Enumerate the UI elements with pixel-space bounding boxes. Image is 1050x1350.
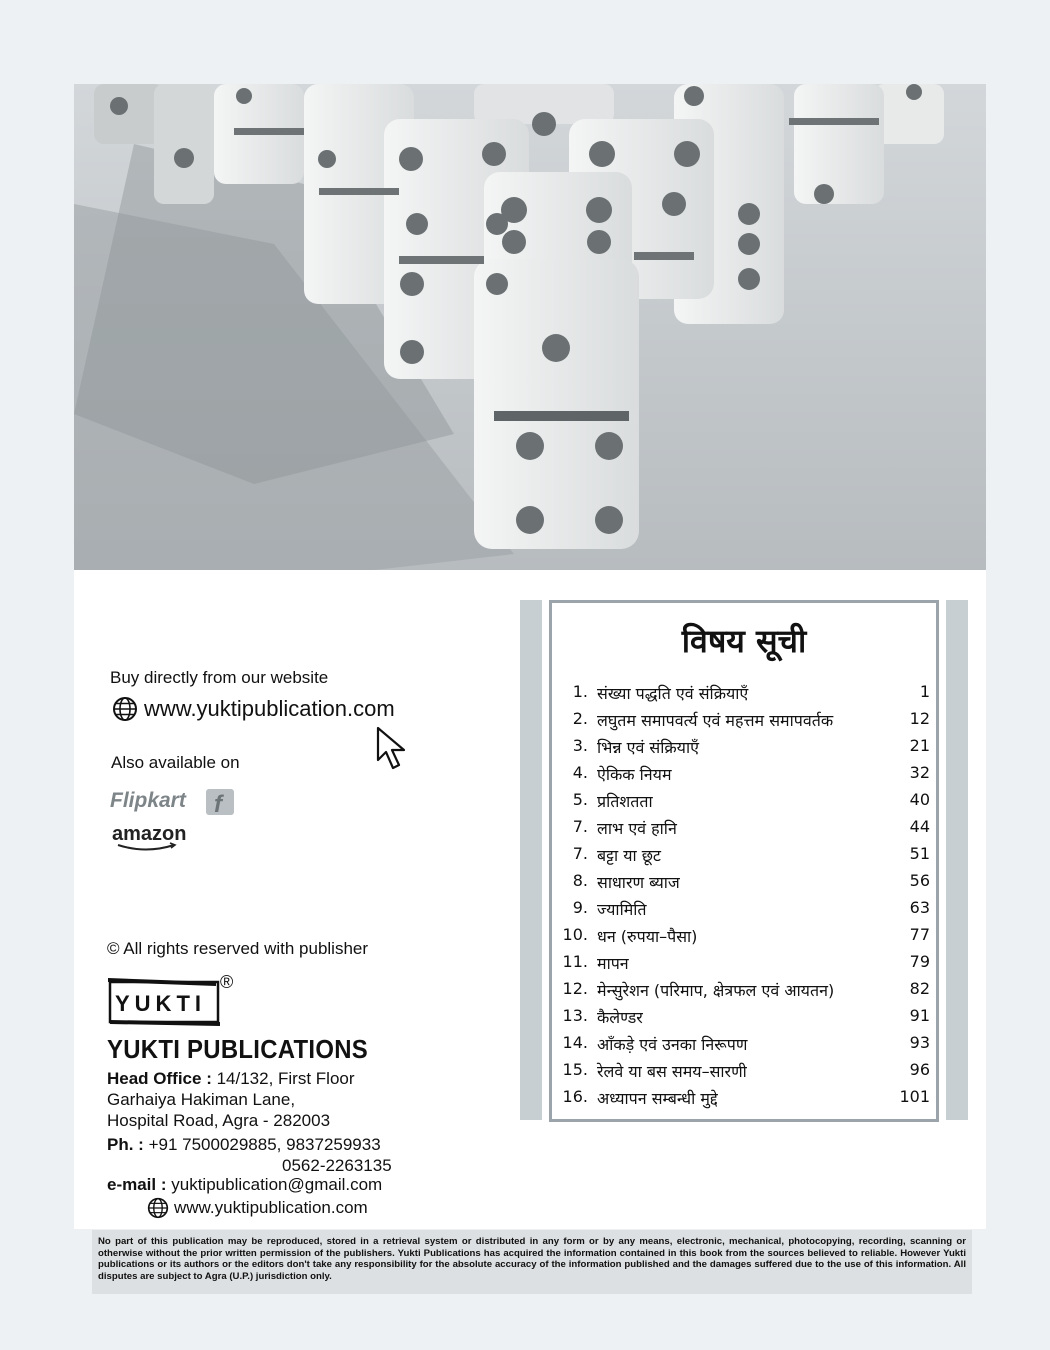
publisher-name: YUKTI PUBLICATIONS [107, 1034, 369, 1064]
toc-row[interactable] [552, 840, 936, 867]
toc-number: 5. [572, 790, 588, 809]
rights-notice: © All rights reserved with publisher [107, 939, 369, 958]
toc-topic: मेन्सुरेशन (परिमाप, क्षेत्रफल एवं आयतन) [597, 981, 835, 1000]
toc-topic: रेलवे या बस समय–सारणी [597, 1062, 747, 1081]
toc-page-number: 77 [909, 925, 930, 944]
toc-row[interactable] [552, 732, 936, 759]
toc-number: 12. [562, 979, 588, 998]
toc-page-number: 93 [909, 1033, 930, 1052]
toc-topic: धन (रुपया–पैसा) [597, 927, 698, 946]
toc-topic: ऐकिक नियम [597, 765, 672, 784]
toc-number: 10. [562, 925, 588, 944]
toc-page-number: 1 [919, 682, 930, 701]
toc-topic: आँकड़े एवं उनका निरूपण [597, 1035, 748, 1054]
toc-page-number: 96 [909, 1060, 930, 1079]
toc-topic: संख्या पद्धति एवं संक्रियाएँ [597, 684, 749, 703]
toc-page-number: 51 [909, 844, 930, 863]
toc-row[interactable] [552, 759, 936, 786]
toc-page-number: 40 [909, 790, 930, 809]
globe-icon [147, 1197, 169, 1219]
toc-topic: अध्यापन सम्बन्धी मुद्दे [597, 1089, 718, 1108]
email-line[interactable]: e-mail : yuktipublication@gmail.com [107, 1175, 383, 1194]
toc-topic: लघुतम समापवर्त्य एवं महत्तम समापवर्तक [597, 711, 834, 730]
also-available-label: Also available on [111, 753, 240, 772]
mouse-pointer-icon [374, 726, 410, 772]
website-url[interactable]: www.yuktipublication.com [144, 696, 395, 721]
toc-title: विषय सूची [681, 622, 807, 660]
toc-page-number: 32 [909, 763, 930, 782]
toc-page-number: 21 [909, 736, 930, 755]
phone-line: Ph. : +91 7500029885, 9837259933 [107, 1135, 381, 1154]
toc-page-number: 63 [909, 898, 930, 917]
toc-topic: साधारण ब्याज [597, 873, 680, 892]
toc-row[interactable] [552, 813, 936, 840]
toc-row[interactable] [552, 1029, 936, 1056]
toc-number: 3. [572, 736, 588, 755]
toc-number: 1. [572, 682, 588, 701]
toc-number: 14. [562, 1033, 588, 1052]
head-office-line: Head Office : 14/132, First Floor [107, 1069, 355, 1088]
toc-row[interactable] [552, 1056, 936, 1083]
toc-row[interactable] [552, 948, 936, 975]
toc-row[interactable] [552, 894, 936, 921]
publisher-website-url[interactable]: www.yuktipublication.com [174, 1198, 368, 1217]
toc-page-number: 56 [909, 871, 930, 890]
toc-topic: ज्यामिति [597, 900, 647, 919]
toc-topic: मापन [597, 954, 629, 973]
table-of-contents [549, 600, 939, 1122]
toc-number: 9. [572, 898, 588, 917]
svg-text:Flipkart: Flipkart [110, 789, 186, 812]
toc-number: 4. [572, 763, 588, 782]
toc-side-bar-right [946, 600, 968, 1120]
website-link-row[interactable] [112, 696, 395, 722]
toc-number: 8. [572, 871, 588, 890]
publisher-website-row[interactable] [147, 1197, 368, 1219]
toc-topic: प्रतिशतता [597, 792, 653, 811]
toc-page-number: 12 [909, 709, 930, 728]
toc-number: 16. [562, 1087, 588, 1106]
toc-row[interactable] [552, 867, 936, 894]
toc-row[interactable] [552, 921, 936, 948]
toc-number: 15. [562, 1060, 588, 1079]
toc-row[interactable] [552, 678, 936, 705]
toc-page-number: 101 [899, 1087, 930, 1106]
toc-number: 7. [572, 817, 588, 836]
svg-text:®: ® [220, 972, 234, 992]
toc-list [552, 678, 936, 1110]
phone-line-2: 0562-2263135 [282, 1156, 392, 1175]
yukti-logo [108, 968, 248, 1028]
toc-side-bar-left [520, 600, 542, 1120]
toc-page-number: 79 [909, 952, 930, 971]
toc-number: 2. [572, 709, 588, 728]
toc-topic: बट्टा या छूट [597, 846, 661, 865]
toc-page-number: 91 [909, 1006, 930, 1025]
svg-text:YUKTI: YUKTI [115, 991, 206, 1016]
toc-number: 11. [562, 952, 588, 971]
flipkart-logo[interactable] [110, 783, 240, 817]
toc-row[interactable] [552, 975, 936, 1002]
copyright-disclaimer: No part of this publication may be reproduced, stored in a retrieval system or distributed in any form or by any means, electronic, mechanical, photocopying, recording, scanning or otherwise without the prior written permission of the publishers. Yukti Publications has acquired the information contained in this book from the sources believed to reliable. However Yukti publications or its authors or the editors don't take any responsibility for the absolute accuracy of the information published and the damages suffered due to the use of this information. All disputes are subject to Agra (U.P.) jurisdiction only. [92, 1230, 972, 1294]
toc-row[interactable] [552, 786, 936, 813]
toc-row[interactable] [552, 705, 936, 732]
svg-text:f: f [214, 791, 222, 817]
amazon-logo[interactable] [112, 822, 202, 852]
toc-page-number: 82 [909, 979, 930, 998]
toc-row[interactable] [552, 1002, 936, 1029]
toc-row[interactable] [552, 1083, 936, 1110]
toc-topic: कैलेण्डर [597, 1008, 643, 1027]
toc-topic: लाभ एवं हानि [597, 819, 677, 838]
toc-page-number: 44 [909, 817, 930, 836]
buy-directly-label: Buy directly from our website [110, 668, 329, 687]
toc-number: 7. [572, 844, 588, 863]
address-line-3: Hospital Road, Agra - 282003 [107, 1111, 331, 1130]
toc-topic: भिन्न एवं संक्रियाएँ [597, 738, 699, 757]
toc-number: 13. [562, 1006, 588, 1025]
globe-icon [112, 696, 138, 722]
svg-text:amazon: amazon [112, 823, 187, 845]
address-line-2: Garhaiya Hakiman Lane, [107, 1090, 296, 1109]
dominoes-photo [74, 84, 986, 570]
